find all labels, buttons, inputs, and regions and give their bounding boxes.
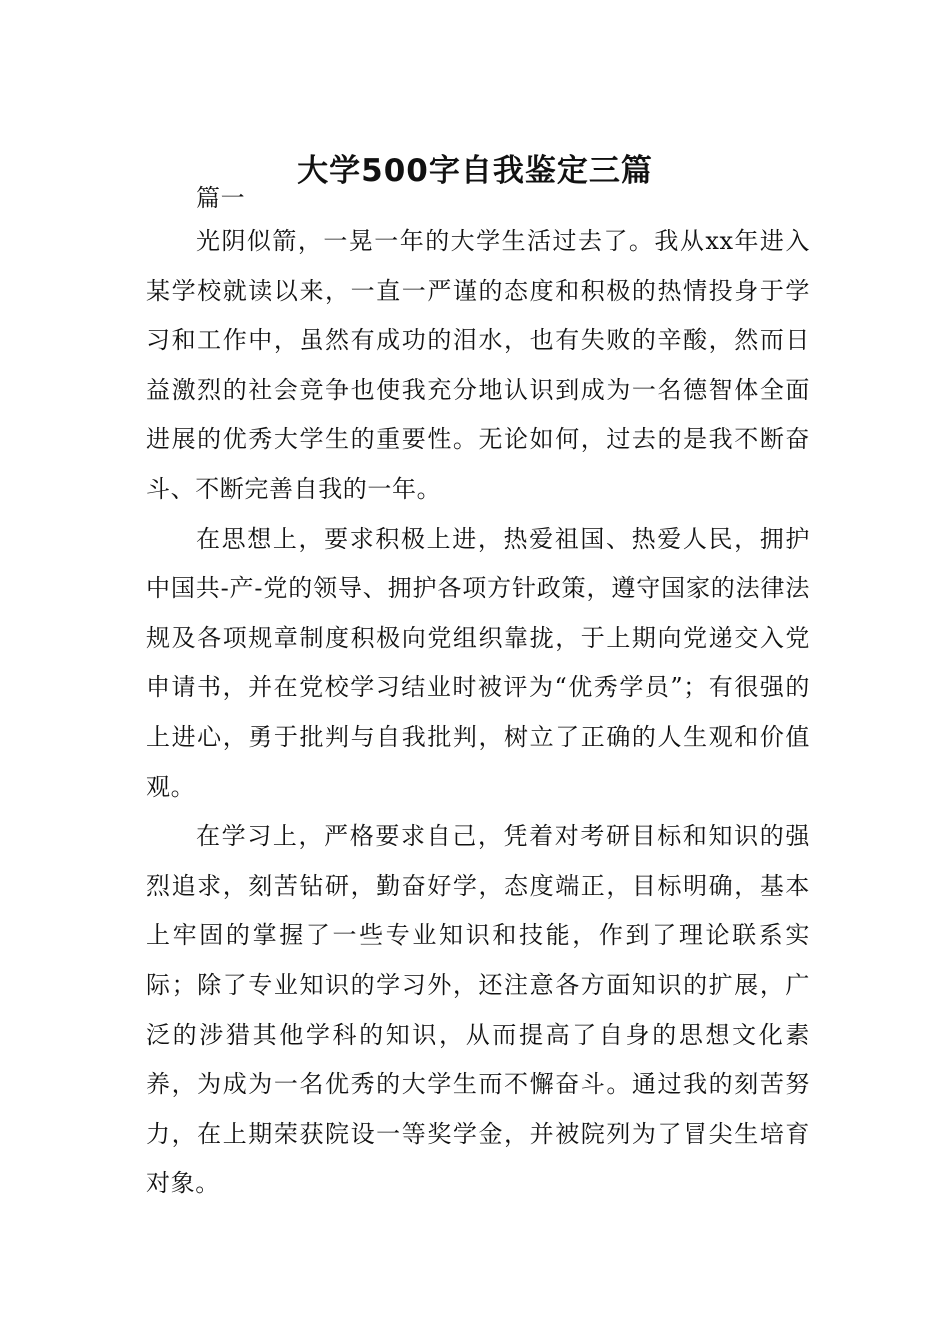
paragraph-thought: 在思想上，要求积极上进，热爱祖国、热爱人民，拥护中国共-产-党的领导、拥护各项方针政策，遵守国家的法律法规及各项规章制度积极向党组织靠拢，于上期向党递交入党申请书，并在党校学习结业时被评为“优秀学员”；有很强的上进心，勇于批判与自我批判，树立了正确的人生观和价值观。 bbox=[146, 524, 810, 801]
document-title: 大学500字自我鉴定三篇 bbox=[297, 152, 653, 189]
document-body bbox=[146, 180, 810, 1209]
paragraph-study: 在学习上，严格要求自己，凭着对考研目标和知识的强烈追求，刻苦钻研，勤奋好学，态度端正，目标明确，基本上牢固的掌握了一些专业知识和技能，作到了理论联系实际；除了专业知识的学习外，还注意各方面知识的扩展，广泛的涉猎其他学科的知识，从而提高了自身的思想文化素养，为成为一名优秀的大学生而不懈奋斗。通过我的刻苦努力，在上期荣获院设一等奖学金，并被院列为了冒尖生培育对象。 bbox=[146, 822, 810, 1198]
section-label: 篇一 bbox=[196, 184, 246, 212]
paragraph-intro: 光阴似箭，一晃一年的大学生活过去了。我从xx年进入某学校就读以来，一直一严谨的态度和积极的热情投身于学习和工作中，虽然有成功的泪水，也有失败的辛酸，然而日益激烈的社会竞争也使我充分地认识到成为一名德智体全面进展的优秀大学生的重要性。无论如何，过去的是我不断奋斗、不断完善自我的一年。 bbox=[146, 227, 810, 503]
